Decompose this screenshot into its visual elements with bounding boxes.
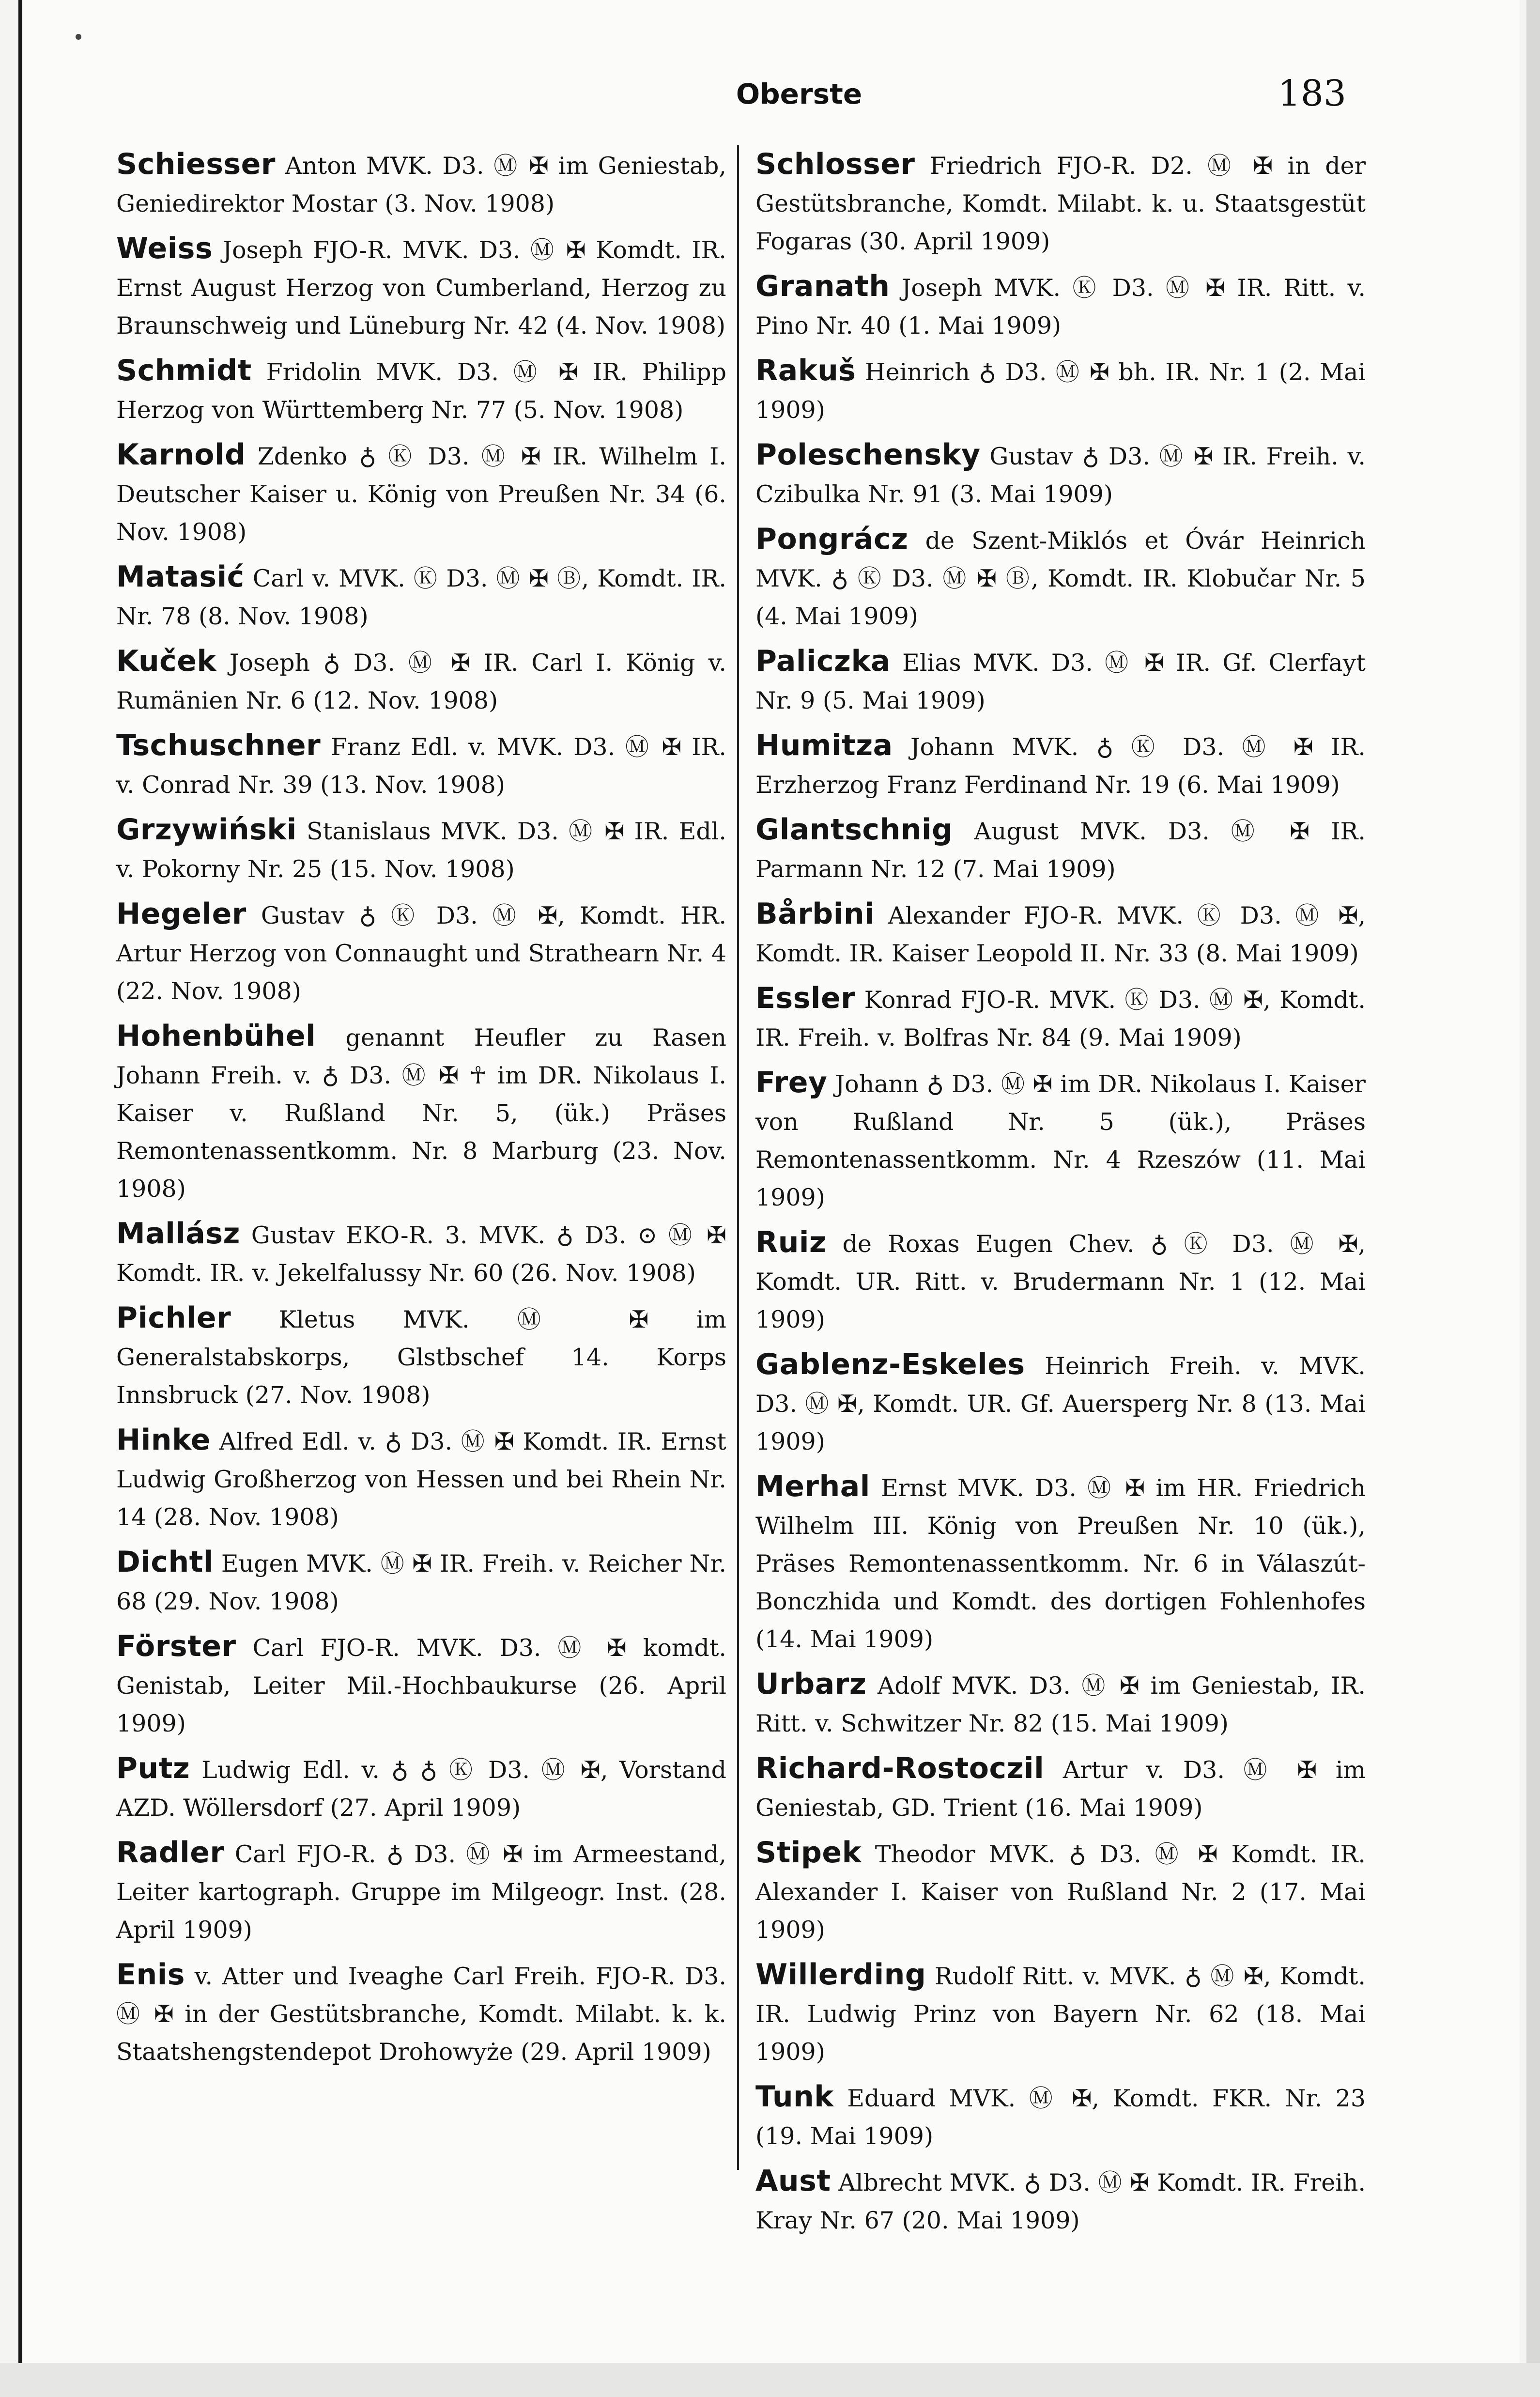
entry-text: Stanislaus MVK. D3. Ⓜ ✠ IR. Edl. v. Pokorny Nr. 25 (15. Nov. 1908) xyxy=(116,818,726,883)
entry-surname: Hegeler xyxy=(116,897,246,931)
entry-surname: Tunk xyxy=(755,2080,834,2114)
entry-surname: Willerding xyxy=(755,1958,926,1992)
entry xyxy=(755,895,1366,973)
entry-text: Carl FJO-R. ♁ D3. Ⓜ ✠ im Armeestand, Leiter kartograph. Gruppe im Milgeogr. Inst. (28. April 1909) xyxy=(116,1840,726,1944)
entry-text: Fridolin MVK. D3. Ⓜ ✠ IR. Philipp Herzog von Württemberg Nr. 77 (5. Nov. 1908) xyxy=(116,358,726,424)
entry-text: de Roxas Eugen Chev. ♁ Ⓚ D3. Ⓜ ✠, Komdt. UR. Ritt. v. Brudermann Nr. 1 (12. Mai 1909) xyxy=(755,1230,1366,1333)
entry-text: de Szent-Miklós et Óvár Heinrich MVK. ♁ Ⓚ D3. Ⓜ ✠ Ⓑ, Komdt. IR. Klobučar Nr. 5 (4. Mai 1909) xyxy=(755,527,1366,630)
entry xyxy=(755,436,1366,513)
entry xyxy=(755,1665,1366,1743)
entry xyxy=(116,1749,726,1827)
entry-surname: Förster xyxy=(116,1629,236,1663)
entry-text: Carl v. MVK. Ⓚ D3. Ⓜ ✠ Ⓑ, Komdt. IR. Nr. 78 (8. Nov. 1908) xyxy=(116,565,726,630)
entry-text: Theodor MVK. ♁ D3. Ⓜ ✠ Komdt. IR. Alexander I. Kaiser von Rußland Nr. 2 (17. Mai 1909) xyxy=(755,1840,1366,1944)
entry xyxy=(755,811,1366,888)
entry-surname: Weiss xyxy=(116,232,213,265)
entry-text: Kletus MVK. Ⓜ ✠ im Generalstabskorps, Glstbschef 14. Korps Innsbruck (27. Nov. 1908) xyxy=(116,1306,726,1409)
entry xyxy=(116,1421,726,1536)
entry-surname: Grzywiński xyxy=(116,813,297,847)
entry xyxy=(755,1749,1366,1827)
entry xyxy=(116,1017,726,1208)
entry-surname: Putz xyxy=(116,1751,190,1785)
entry xyxy=(755,979,1366,1057)
entry-text: genannt Heufler zu Rasen Johann Freih. v. ♁ D3. Ⓜ ✠ ☥ im DR. Nikolaus I. Kaiser v. Rußland Nr. 5, (ük.) Präses Remontenassentkomm. Nr. 8 Marburg (23. Nov. 1908) xyxy=(116,1024,726,1203)
entry-surname: Richard-Rostoczil xyxy=(755,1751,1045,1785)
entry-text: Alexander FJO-R. MVK. Ⓚ D3. Ⓜ ✠, Komdt. IR. Kaiser Leopold II. Nr. 33 (8. Mai 1909) xyxy=(755,902,1366,967)
entry xyxy=(755,1064,1366,1217)
entry-text: August MVK. D3. Ⓜ ✠ IR. Parmann Nr. 12 (7. Mai 1909) xyxy=(755,818,1366,883)
entry-surname: Humitza xyxy=(755,728,893,762)
entry-text: Albrecht MVK. ♁ D3. Ⓜ ✠ Komdt. IR. Freih. Kray Nr. 67 (20. Mai 1909) xyxy=(755,2169,1366,2234)
entry-surname: Dichtl xyxy=(116,1545,214,1579)
entry xyxy=(755,727,1366,804)
entry-surname: Frey xyxy=(755,1066,828,1099)
entry-surname: Granath xyxy=(755,269,890,303)
entry-text: Joseph ♁ D3. Ⓜ ✠ IR. Carl I. König v. Rumänien Nr. 6 (12. Nov. 1908) xyxy=(116,649,726,714)
entry-surname: Aust xyxy=(755,2164,831,2198)
entry-surname: Paliczka xyxy=(755,644,891,678)
entry-text: Alfred Edl. v. ♁ D3. Ⓜ ✠ Komdt. IR. Ernst Ludwig Großherzog von Hessen und bei Rhein Nr. 14 (28. Nov. 1908) xyxy=(116,1428,726,1531)
entry-surname: Mallász xyxy=(116,1217,240,1251)
page-title: Oberste xyxy=(736,77,862,110)
entry-surname: Pichler xyxy=(116,1301,231,1335)
entry xyxy=(116,145,726,223)
entry-text: Konrad FJO-R. MVK. Ⓚ D3. Ⓜ ✠, Komdt. IR. Freih. v. Bolfras Nr. 84 (9. Mai 1909) xyxy=(755,986,1366,1052)
entry-surname: Hinke xyxy=(116,1423,211,1457)
entry xyxy=(755,1223,1366,1339)
entry xyxy=(116,230,726,345)
page-edge-right xyxy=(1526,0,1540,2397)
entry-surname: Ruiz xyxy=(755,1225,827,1259)
entry-text: Gustav EKO-R. 3. MVK. ♁ D3. ⊙ Ⓜ ✠ Komdt. IR. v. Jekelfalussy Nr. 60 (26. Nov. 1908) xyxy=(116,1222,726,1287)
entry xyxy=(116,1834,726,1949)
entry-text: Ernst MVK. D3. Ⓜ ✠ im HR. Friedrich Wilhelm III. König von Preußen Nr. 10 (ük.), Präses Remontenassentkomm. Nr. 6 in Válaszút-Bonczhida und Komdt. des dortigen Fohlenhofes (14. Mai 1909) xyxy=(755,1474,1366,1653)
entry xyxy=(116,1956,726,2071)
entry-text: Joseph FJO-R. MVK. D3. Ⓜ ✠ Komdt. IR. Ernst August Herzog von Cumberland, Herzog zu Braunschweig und Lüneburg Nr. 42 (4. Nov. 1908) xyxy=(116,236,726,340)
entry xyxy=(116,352,726,429)
entry-text: Artur v. D3. Ⓜ ✠ im Geniestab, GD. Trient (16. Mai 1909) xyxy=(755,1756,1366,1822)
entry xyxy=(755,1956,1366,2071)
entry-text: Joseph MVK. Ⓚ D3. Ⓜ ✠ IR. Ritt. v. Pino Nr. 40 (1. Mai 1909) xyxy=(755,274,1366,340)
entry-surname: Stipek xyxy=(755,1836,862,1870)
entry xyxy=(755,2162,1366,2240)
entry-text: Johann MVK. ♁ Ⓚ D3. Ⓜ ✠ IR. Erzherzog Franz Ferdinand Nr. 19 (6. Mai 1909) xyxy=(755,733,1366,799)
page-edge-bottom xyxy=(0,2363,1540,2397)
entry-text: Eugen MVK. Ⓜ ✠ IR. Freih. v. Reicher Nr. 68 (29. Nov. 1908) xyxy=(116,1550,726,1615)
entry xyxy=(755,1468,1366,1658)
entry xyxy=(116,1627,726,1743)
entry-surname: Schiesser xyxy=(116,147,276,181)
entry-text: Heinrich Freih. v. MVK. D3. Ⓜ ✠, Komdt. UR. Gf. Auersperg Nr. 8 (13. Mai 1909) xyxy=(755,1352,1366,1455)
entry-text: Heinrich ♁ D3. Ⓜ ✠ bh. IR. Nr. 1 (2. Mai 1909) xyxy=(755,358,1366,424)
entry-surname: Hohenbühel xyxy=(116,1019,316,1053)
entry-text: Carl FJO-R. MVK. D3. Ⓜ ✠ komdt. Genistab, Leiter Mil.-Hochbaukurse (26. April 1909) xyxy=(116,1634,726,1737)
entry-text: Adolf MVK. D3. Ⓜ ✠ im Geniestab, IR. Ritt. v. Schwitzer Nr. 82 (15. Mai 1909) xyxy=(755,1672,1366,1737)
entry xyxy=(755,352,1366,429)
entry-surname: Gablenz-Eskeles xyxy=(755,1347,1025,1381)
entry-text: Rudolf Ritt. v. MVK. ♁ Ⓜ ✠, Komdt. IR. Ludwig Prinz von Bayern Nr. 62 (18. Mai 1909) xyxy=(755,1963,1366,2066)
entry-surname: Urbarz xyxy=(755,1667,867,1701)
entry-text: Gustav ♁ Ⓚ D3. Ⓜ ✠, Komdt. HR. Artur Herzog von Connaught und Strathearn Nr. 4 (22. Nov. 1908) xyxy=(116,902,726,1005)
entry-text: Ludwig Edl. v. ♁ ♁ Ⓚ D3. Ⓜ ✠, Vorstand AZD. Wöllersdorf (27. April 1909) xyxy=(116,1756,726,1822)
entry xyxy=(116,1299,726,1414)
page-number: 183 xyxy=(1278,73,1346,114)
entry xyxy=(755,642,1366,720)
entry-text: Zdenko ♁ Ⓚ D3. Ⓜ ✠ IR. Wilhelm I. Deutscher Kaiser u. König von Preußen Nr. 34 (6. Nov. 1908) xyxy=(116,443,726,546)
entry-text: Johann ♁ D3. Ⓜ ✠ im DR. Nikolaus I. Kaiser von Rußland Nr. 5 (ük.), Präses Remontenassentkomm. Nr. 4 Rzeszów (11. Mai 1909) xyxy=(755,1070,1366,1211)
column-divider xyxy=(737,145,739,2170)
entry xyxy=(755,2078,1366,2155)
entry xyxy=(755,1834,1366,1949)
entry xyxy=(116,1215,726,1292)
entry-surname: Merhal xyxy=(755,1469,870,1503)
entry xyxy=(116,895,726,1010)
entry-text: Eduard MVK. Ⓜ ✠, Komdt. FKR. Nr. 23 (19. Mai 1909) xyxy=(755,2085,1366,2150)
left-column xyxy=(116,145,726,2078)
entry-text: v. Atter und Iveaghe Carl Freih. FJO-R. D3. Ⓜ ✠ in der Gestütsbranche, Komdt. Milabt. k. k. Staatshengstendepot Drohowyże (29. April 1909) xyxy=(116,1963,726,2066)
entry-text: Anton MVK. D3. Ⓜ ✠ im Geniestab, Geniedirektor Mostar (3. Nov. 1908) xyxy=(116,152,726,217)
entry xyxy=(116,1543,726,1621)
entry-surname: Tschuschner xyxy=(116,728,321,762)
entry-surname: Bårbini xyxy=(755,897,875,931)
entry xyxy=(755,1345,1366,1461)
entry-surname: Kuček xyxy=(116,644,216,678)
entry-surname: Pongrácz xyxy=(755,522,909,556)
entry xyxy=(755,145,1366,261)
entry-surname: Radler xyxy=(116,1836,225,1870)
entry-text: Gustav ♁ D3. Ⓜ ✠ IR. Freih. v. Czibulka Nr. 91 (3. Mai 1909) xyxy=(755,443,1366,508)
entry-surname: Matasić xyxy=(116,560,245,594)
entry-surname: Poleschensky xyxy=(755,438,981,472)
entry-surname: Karnold xyxy=(116,438,246,472)
entry-surname: Essler xyxy=(755,981,856,1015)
entry-surname: Glantschnig xyxy=(755,813,953,847)
entry-surname: Enis xyxy=(116,1958,185,1992)
entry xyxy=(755,267,1366,345)
entry-text: Franz Edl. v. MVK. D3. Ⓜ ✠ IR. v. Conrad Nr. 39 (13. Nov. 1908) xyxy=(116,733,726,799)
right-column xyxy=(755,145,1366,2246)
entry-text: Elias MVK. D3. Ⓜ ✠ IR. Gf. Clerfayt Nr. 9 (5. Mai 1909) xyxy=(755,649,1366,714)
entry-surname: Schlosser xyxy=(755,147,915,181)
entry-text: Friedrich FJO-R. D2. Ⓜ ✠ in der Gestütsbranche, Komdt. Milabt. k. u. Staatsgestüt Fogaras (30. April 1909) xyxy=(755,152,1366,255)
entry-surname: Schmidt xyxy=(116,354,252,387)
entry xyxy=(116,727,726,804)
entry xyxy=(116,558,726,635)
entry xyxy=(116,436,726,551)
entry xyxy=(116,642,726,720)
ink-dot xyxy=(76,34,81,40)
entry-surname: Rakuš xyxy=(755,354,856,387)
entry xyxy=(116,811,726,888)
entry xyxy=(755,520,1366,635)
